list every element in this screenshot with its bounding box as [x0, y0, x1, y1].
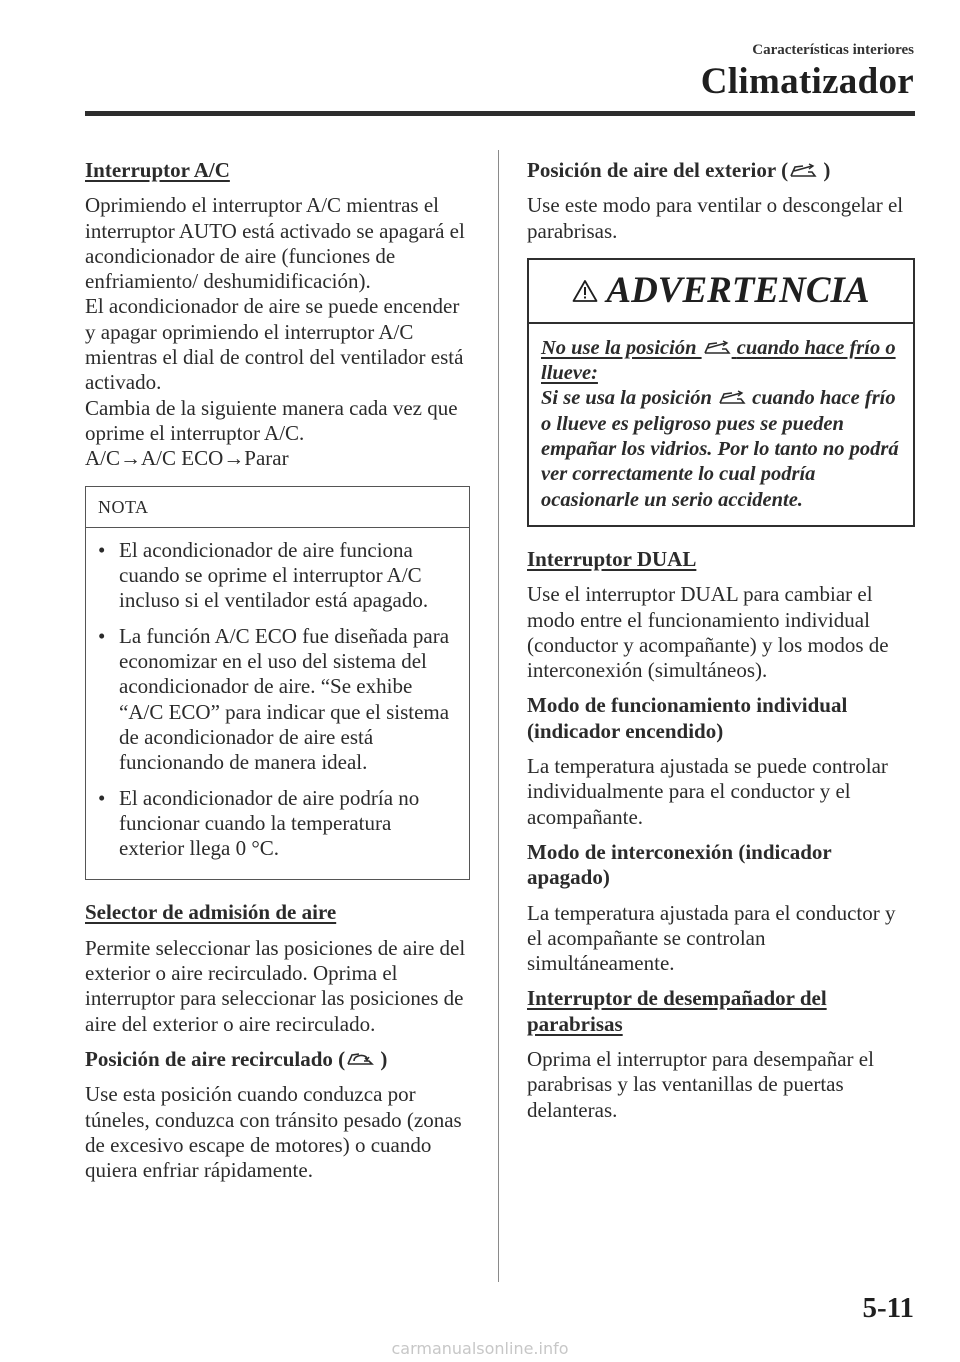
ac-paragraph-2: El acondicionador de aire se puede encender y apagar oprimiendo el interruptor A/C mientras el dial de control del ventilador está activado.: [85, 294, 464, 395]
note-item-text: El acondicionador de aire funciona cuando se oprime el interruptor A/C incluso si el ventilador está apagado.: [119, 537, 429, 613]
bullet-icon: •: [98, 623, 106, 648]
note-item-text: La función A/C ECO fue diseñada para economizar en el uso del sistema del acondicionador de aire. “Se exhibe “A/C ECO” para indicar que el sistema de acondicionador de aire está funcionando de manera ideal.: [119, 623, 450, 775]
bullet-icon: •: [98, 785, 106, 810]
interconnection-mode-heading: Modo de interconexión (indicador apagado): [527, 839, 832, 890]
outside-air-icon: [717, 389, 747, 405]
note-box: [85, 486, 470, 881]
note-body: [86, 528, 469, 880]
ac-paragraph-1: Oprimiendo el interruptor A/C mientras el interruptor AUTO está activado se apagará el acondicionador de aire (funciones de enfriamiento/ deshumidificación).: [85, 193, 465, 294]
warning-header: [529, 260, 913, 324]
outside-heading-close: ): [823, 158, 831, 182]
dual-paragraph: Use el interruptor DUAL para cambiar el modo entre el funcionamiento individual (conductor y acompañante) y los modos de interconexión (simultáneos).: [527, 582, 889, 683]
note-item: [98, 786, 457, 862]
recirculation-icon: [345, 1051, 375, 1067]
warning-subheading: [541, 336, 901, 387]
ac-switch-heading: Interruptor A/C: [85, 158, 230, 182]
note-label: NOTA: [86, 487, 469, 528]
bullet-icon: •: [98, 537, 106, 562]
chapter-title: Climatizador: [700, 61, 914, 102]
page-number: 5-11: [862, 1292, 914, 1324]
ac-sequence: A/C→A/C ECO→Parar: [85, 446, 289, 471]
interconnection-mode-paragraph: La temperatura ajustada para el conductor y el acompañante se controlan simultáneamente.: [527, 900, 896, 976]
header-rule: [85, 111, 915, 116]
outside-air-heading: [527, 158, 915, 183]
warning-text-1: Si se usa la posición: [541, 387, 712, 410]
individual-mode-heading: Modo de funcionamiento individual (indicador encendido): [527, 693, 848, 743]
defroster-paragraph: Oprima el interruptor para desempañar el parabrisas y las ventanillas de puertas delanteras.: [527, 1047, 874, 1122]
warning-label: ADVERTENCIA: [606, 270, 870, 312]
dual-switch-heading: Interruptor DUAL: [527, 546, 697, 571]
individual-mode-paragraph: La temperatura ajustada se puede controlar individualmente para el conductor y el acompañante.: [527, 754, 888, 829]
warning-sub-text: No use la posición: [541, 336, 697, 359]
recirc-heading-text: Posición de aire recirculado (: [85, 1046, 346, 1071]
note-item-text: El acondicionador de aire podría no funcionar cuando la temperatura exterior llega 0 °C.: [119, 785, 420, 861]
warning-triangle-icon: [572, 279, 598, 303]
note-item: [98, 624, 457, 776]
intake-paragraph: Permite seleccionar las posiciones de aire del exterior o aire recirculado. Oprima el interruptor para seleccionar las posiciones de aire del exterior o aire recirculado.: [85, 935, 466, 1036]
column-divider: [498, 150, 499, 1282]
ac-paragraph-3: Cambia de la siguiente manera cada vez que oprime el interruptor A/C.: [85, 395, 458, 445]
outside-heading-text: Posición de aire del exterior (: [527, 158, 789, 182]
left-column: [85, 158, 470, 1193]
warning-text: [541, 386, 901, 512]
warning-body: [529, 324, 913, 525]
outside-air-icon: [788, 162, 818, 178]
warning-text-2: cuando hace frío o llueve es peligroso pues se pueden empañar los vidrios. Por lo tanto no podrá ver correctamente lo cual podría ocasionarle un serio accidente.: [541, 387, 899, 511]
intake-selector-heading: Selector de admisión de aire: [85, 900, 337, 925]
recirc-paragraph: Use esta posición cuando conduzca por túneles, conduzca con tránsito pesado (zonas de excesivo escape de motores) o cuando quiera enfriar rápidamente.: [85, 1082, 462, 1183]
section-header: Características interiores: [752, 42, 914, 58]
outside-paragraph: Use este modo para ventilar o descongelar el parabrisas.: [527, 193, 904, 243]
warning-box: [527, 258, 915, 527]
warning-sub-text-2: cuando hace frío o llueve:: [541, 336, 896, 385]
watermark: carmanualsonline.info: [391, 1339, 569, 1358]
outside-air-icon: [702, 339, 732, 355]
recirc-heading-close: ): [380, 1046, 388, 1071]
defroster-heading: Interruptor de desempañador del parabrisas: [527, 986, 827, 1036]
right-column: [527, 158, 915, 1133]
recirc-heading: [85, 1047, 470, 1072]
note-item: [98, 538, 457, 614]
